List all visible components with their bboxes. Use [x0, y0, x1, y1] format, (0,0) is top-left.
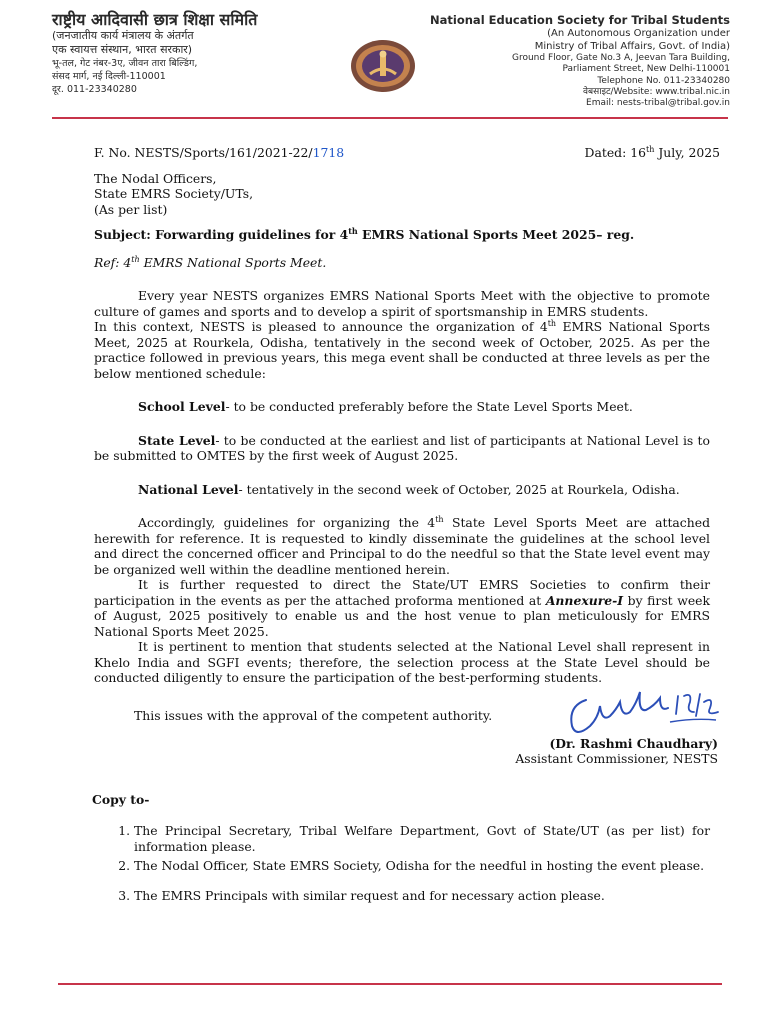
- org-phone-hindi: दूर. 011-23340280: [52, 84, 137, 95]
- addressee-block: [94, 171, 710, 218]
- date-prefix: Dated: 16: [584, 145, 646, 160]
- org-address1-english: Ground Floor, Gate No.3 A, Jeevan Tara Building,: [511, 53, 730, 63]
- date-rest: July, 2025: [654, 145, 720, 160]
- copy-to-heading: Copy to-: [92, 791, 150, 807]
- org-website[interactable]: वेबसाइट/Website: www.tribal.nic.in: [583, 86, 730, 97]
- para3-a: Accordingly, guidelines for organizing the 4: [138, 515, 436, 530]
- file-number: [94, 145, 344, 161]
- file-number-suffix: 1718: [312, 145, 345, 160]
- copy-to-item: 2. The Nodal Officer, State EMRS Society, Odisha for the needful in hosting the event please.: [134, 858, 710, 874]
- level-state-text: - to be conducted at the earliest and list of participants at National Level is to be submitted to OMTES by the first week of August 2025.: [94, 432, 710, 463]
- ref-sup: th: [131, 254, 140, 264]
- paragraph-selection: It is pertinent to mention that students selected at the National Level shall represent in Khelo India and SGFI events; therefore, the selection process at the State Level should be conducted diligently to ensure the participation of the best-performing students.: [94, 639, 710, 685]
- ref-a: Ref: 4: [94, 254, 132, 270]
- signatory-designation: Assistant Commissioner, NESTS: [515, 751, 718, 766]
- level-state-label: State Level: [138, 432, 216, 448]
- subject-a: Subject: Forwarding guidelines for 4: [94, 227, 349, 242]
- subject-sup: th: [348, 225, 358, 236]
- level-school-text: - to be conducted preferably before the State Level Sports Meet.: [225, 399, 633, 414]
- copy-to-item: 3. The EMRS Principals with similar request and for necessary action please.: [134, 888, 710, 904]
- org-name-hindi: राष्ट्रीय आदिवासी छात्र शिक्षा समिति: [52, 10, 258, 29]
- level-school: [94, 399, 710, 415]
- para2-b: EMRS National Sports Meet, 2025 at Rourkela, Odisha, tentatively in the second week of October, 2025. As per the practice followed in previous years, this mega event shall be conducted at three levels as per the below mentioned schedule:: [94, 319, 711, 381]
- paragraph-guidelines: [94, 515, 710, 577]
- annexure-reference: Annexure-I: [545, 592, 624, 608]
- addressee-line: (As per list): [94, 201, 168, 217]
- signatory: [515, 736, 718, 767]
- org-sub1-hindi: (जनजातीय कार्य मंत्रालय के अंतर्गत: [52, 29, 194, 42]
- header-divider: [52, 117, 728, 119]
- subject-line: [94, 227, 710, 243]
- para2-sup: th: [547, 318, 557, 328]
- org-phone-english: Telephone No. 011-23340280: [597, 75, 730, 86]
- copy-to-list: [94, 823, 710, 903]
- addressee-line: State EMRS Society/UTs,: [94, 186, 254, 201]
- org-sub2-hindi: एक स्वायत्त संस्थान, भारत सरकार): [52, 43, 193, 56]
- addressee-line: The Nodal Officers,: [94, 170, 217, 186]
- org-address2-hindi: संसद मार्ग, नई दिल्ली-110001: [52, 71, 166, 82]
- org-email[interactable]: Email: nests-tribal@tribal.gov.in: [586, 98, 730, 109]
- signature-icon: [564, 682, 724, 742]
- signatory-name: (Dr. Rashmi Chaudhary): [549, 735, 718, 751]
- level-school-label: School Level: [138, 399, 226, 414]
- org-address2-english: Parliament Street, New Delhi-110001: [562, 64, 730, 75]
- para3-sup: th: [435, 514, 444, 524]
- letterhead-english: [370, 12, 730, 109]
- org-sub1-english: (An Autonomous Organization under: [547, 28, 730, 39]
- level-state: [94, 433, 710, 464]
- paragraph-intro: Every year NESTS organizes EMRS National Sports Meet with the objective to promote culture of games and sports and to develop a spirit of sportsmanship in EMRS students.: [94, 288, 710, 319]
- reference-line: [94, 255, 710, 271]
- org-address1-hindi: भू-तल, गेट नंबर-3ए, जीवन तारा बिल्डिंग,: [52, 58, 198, 69]
- reference-row: [94, 144, 720, 161]
- footer-divider: [58, 983, 722, 985]
- org-sub2-english: Ministry of Tribal Affairs, Govt. of India): [534, 40, 730, 52]
- level-national: [94, 482, 710, 498]
- para4-b: by first week of August, 2025 positively to enable us and the host venue to plan meticulously for EMRS National Sports Meet 2025.: [94, 592, 710, 639]
- copy-to-item: 1. The Principal Secretary, Tribal Welfare Department, Govt of State/UT (as per list) for information please.: [134, 823, 710, 854]
- approval-line: This issues with the approval of the competent authority.: [134, 707, 493, 723]
- para4-a: It is further requested to direct the State/UT EMRS Societies to confirm their participation in the events as per the attached proforma mentioned at: [94, 577, 710, 608]
- para2-a: In this context, NESTS is pleased to announce the organization of 4: [94, 319, 548, 334]
- level-national-label: National Level: [138, 481, 239, 497]
- paragraph-context: [94, 319, 710, 381]
- ref-b: EMRS National Sports Meet.: [139, 254, 327, 270]
- org-name-english: National Education Society for Tribal Students: [430, 13, 730, 27]
- letter-date: [585, 145, 720, 161]
- para3-b: State Level Sports Meet are attached herewith for reference. It is requested to kindly disseminate the guidelines at the school level and direct the concerned officer and Principal to do the needful so that the State level event may be organized well within the deadline mentioned herein.: [94, 515, 710, 577]
- date-sup: th: [646, 144, 655, 154]
- subject-b: EMRS National Sports Meet 2025– reg.: [357, 227, 635, 242]
- signature-block: [94, 700, 718, 774]
- paragraph-participation: [94, 577, 710, 639]
- letterhead-hindi: [52, 10, 372, 96]
- letter-body: [92, 144, 720, 907]
- level-national-text: - tentatively in the second week of October, 2025 at Rourkela, Odisha.: [238, 481, 680, 497]
- file-number-prefix: F. No. NESTS/Sports/161/2021-22/: [94, 145, 313, 160]
